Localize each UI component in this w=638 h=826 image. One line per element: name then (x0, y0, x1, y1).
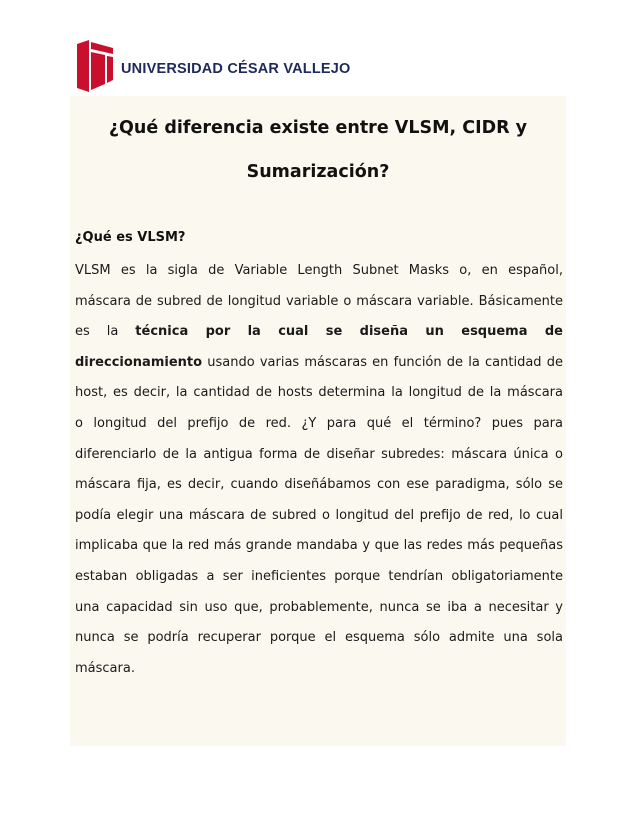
paragraph-line: una capacidad sin uso que, probablemente, nunca se iba a necesitar y (75, 599, 563, 615)
paragraph-line: diferenciarlo de la antigua forma de diseñar subredes: máscara única o (75, 446, 563, 462)
university-emblem-icon (75, 40, 115, 92)
paragraph-line: máscara. (75, 660, 135, 676)
paragraph-line: VLSM es la sigla de Variable Length Subnet Masks o, en español, (75, 263, 563, 278)
content-block (70, 96, 566, 746)
line-text: usando varias máscaras en función de la cantidad de (202, 354, 563, 370)
body-paragraph (75, 256, 563, 684)
document-title-line-2: Sumarización? (246, 162, 390, 182)
line-text: es la (75, 324, 136, 340)
university-name: UNIVERSIDAD CÉSAR VALLEJO (121, 61, 351, 77)
section-heading: ¿Qué es VLSM? (75, 230, 186, 245)
bold-term: técnica por la cual se diseña un esquema de (135, 324, 563, 340)
paragraph-line: nunca se podría recuperar porque el esquema sólo admite una sola (75, 630, 563, 646)
bold-term: direccionamiento (75, 354, 203, 370)
document-title-line-1: ¿Qué diferencia existe entre VLSM, CIDR y (108, 118, 528, 138)
paragraph-line (75, 348, 563, 379)
paragraph-line: podía elegir una máscara de subred o longitud del prefijo de red, lo cual (75, 507, 563, 523)
paragraph-line: máscara de subred de longitud variable o máscara variable. Básicamente (75, 293, 563, 309)
paragraph-line: implicaba que la red más grande mandaba y que las redes más pequeñas (75, 538, 563, 554)
paragraph-line: o longitud del prefijo de red. ¿Y para qué el término? pues para (75, 415, 563, 431)
paragraph-line: máscara fija, es decir, cuando diseñábamos con ese paradigma, sólo se (75, 477, 563, 493)
university-logo (75, 40, 351, 92)
paragraph-line: estaban obligadas a ser ineficientes porque tendrían obligatoriamente (75, 568, 563, 584)
paragraph-line (75, 317, 563, 348)
paragraph-line: host, es decir, la cantidad de hosts determina la longitud de la máscara (75, 385, 563, 401)
